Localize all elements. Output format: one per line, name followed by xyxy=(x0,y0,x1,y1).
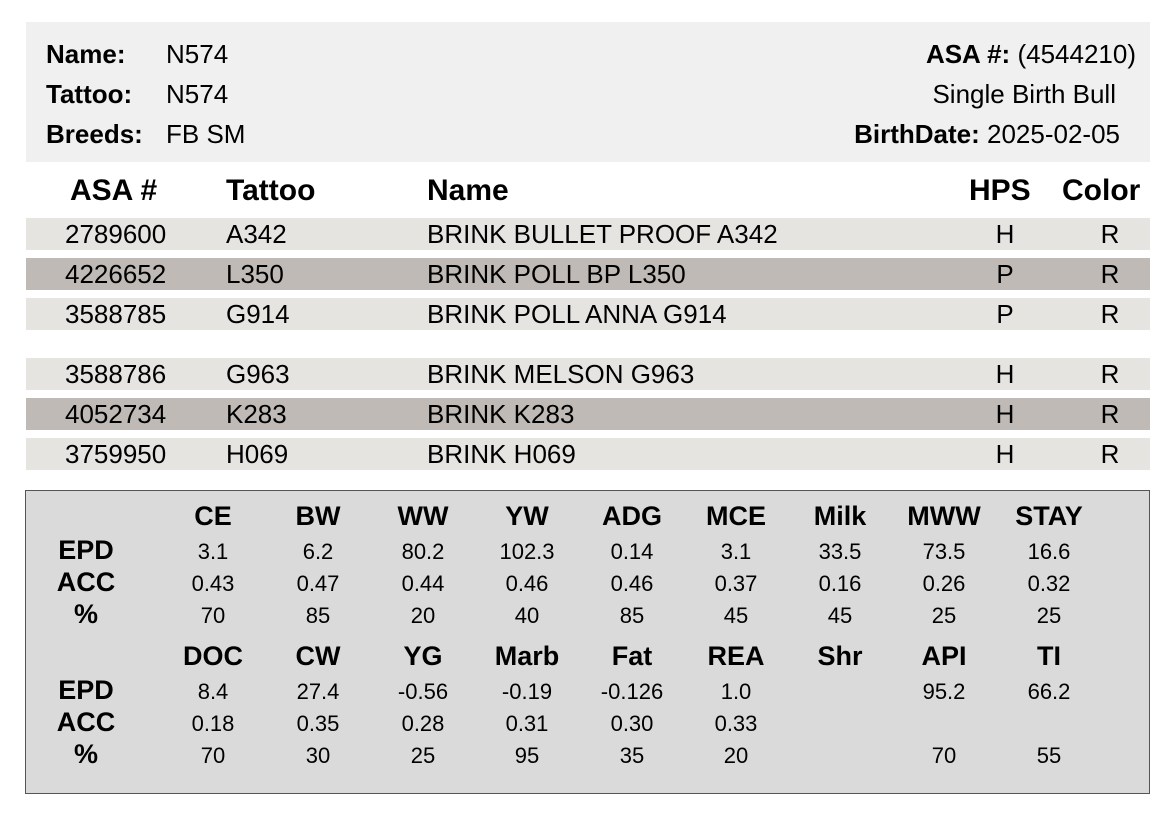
epd-value-pct: 25 xyxy=(931,603,957,628)
epd-value-acc: 0.47 xyxy=(296,571,340,596)
row-name: BRINK H069 xyxy=(427,439,576,469)
birthdate-value: 2025-02-05 xyxy=(987,119,1120,149)
epd-value-pct: 70 xyxy=(931,743,957,768)
epd-value-pct: 70 xyxy=(200,743,226,768)
epd-value-epd: 16.6 xyxy=(1027,539,1071,564)
epd-value-pct: 35 xyxy=(619,743,645,768)
row-tattoo: H069 xyxy=(226,439,289,469)
epd-value-epd: -0.19 xyxy=(501,679,553,704)
epd-value-pct: 40 xyxy=(514,603,540,628)
epd-value-acc: 0.31 xyxy=(505,711,549,736)
row-asa: 3588786 xyxy=(65,359,167,389)
row-color: R xyxy=(1100,219,1120,249)
epd-value-epd: 8.4 xyxy=(197,679,229,704)
epd-value-pct: 30 xyxy=(305,743,331,768)
row-hps: P xyxy=(996,299,1014,329)
col-tattoo: Tattoo xyxy=(226,174,316,207)
epd-value-pct: 95 xyxy=(514,743,540,768)
row-hps: H xyxy=(995,359,1015,389)
epd-value-acc: 0.46 xyxy=(610,571,654,596)
epd-value-pct: 55 xyxy=(1036,743,1062,768)
epd-value-acc: 0.35 xyxy=(296,711,340,736)
epd-trait-header: ADG xyxy=(602,501,662,531)
asa-number xyxy=(926,39,1136,70)
row-tattoo: L350 xyxy=(226,259,284,289)
epd-value-pct: 45 xyxy=(723,603,749,628)
epd-trait-header: MWW xyxy=(907,501,981,531)
row-name: BRINK POLL BP L350 xyxy=(427,259,686,289)
col-name: Name xyxy=(427,174,509,207)
epd-row-label: EPD xyxy=(58,535,114,565)
epd-value-acc: 0.33 xyxy=(714,711,758,736)
epd-panel xyxy=(25,490,1150,794)
epd-value-epd: 0.14 xyxy=(610,539,654,564)
epd-value-pct: 25 xyxy=(410,743,436,768)
epd-value-epd: 1.0 xyxy=(720,679,752,704)
row-asa: 3588785 xyxy=(65,299,167,329)
name-label: Name: xyxy=(46,39,126,69)
pedigree-row xyxy=(26,258,1150,290)
pedigree-row xyxy=(26,438,1150,470)
row-asa: 2789600 xyxy=(65,219,167,249)
epd-value-epd: 6.2 xyxy=(302,539,334,564)
epd-value-pct: 85 xyxy=(305,603,331,628)
epd-row-label: % xyxy=(73,739,98,769)
epd-value-acc: 0.18 xyxy=(191,711,235,736)
epd-value-epd: 102.3 xyxy=(499,539,555,564)
epd-trait-header: Marb xyxy=(494,641,560,671)
epd-value-epd: -0.56 xyxy=(397,679,449,704)
epd-trait-header: YG xyxy=(403,641,443,671)
epd-value-acc: 0.30 xyxy=(610,711,654,736)
epd-value-epd: 3.1 xyxy=(720,539,752,564)
epd-trait-header: Fat xyxy=(611,641,653,671)
epd-trait-header: YW xyxy=(505,501,549,531)
row-color: R xyxy=(1100,399,1120,429)
name-value: N574 xyxy=(166,39,229,69)
breeds-value: FB SM xyxy=(166,119,246,149)
epd-value-epd: 73.5 xyxy=(922,539,966,564)
epd-value-epd: 27.4 xyxy=(296,679,340,704)
row-asa: 4052734 xyxy=(65,399,167,429)
row-name: BRINK POLL ANNA G914 xyxy=(427,299,727,329)
asa-value: (4544210) xyxy=(1017,39,1136,69)
row-color: R xyxy=(1100,259,1120,289)
epd-value-acc: 0.32 xyxy=(1027,571,1071,596)
row-tattoo: K283 xyxy=(226,399,287,429)
pedigree-row xyxy=(26,358,1150,390)
epd-trait-header: Shr xyxy=(817,641,863,671)
row-asa: 3759950 xyxy=(65,439,167,469)
epd-value-pct: 70 xyxy=(200,603,226,628)
row-tattoo: G914 xyxy=(226,299,290,329)
row-hps: H xyxy=(995,399,1015,429)
row-tattoo: A342 xyxy=(226,219,287,249)
row-name: BRINK K283 xyxy=(427,399,575,429)
col-asa: ASA # xyxy=(70,174,158,207)
tattoo-label: Tattoo: xyxy=(46,79,133,109)
birthdate xyxy=(854,119,1120,150)
epd-value-acc: 0.16 xyxy=(818,571,862,596)
row-tattoo: G963 xyxy=(226,359,290,389)
row-asa: 4226652 xyxy=(65,259,167,289)
row-color: R xyxy=(1100,359,1120,389)
epd-trait-header: DOC xyxy=(183,641,243,671)
epd-trait-header: Milk xyxy=(813,501,867,531)
epd-value-epd: 66.2 xyxy=(1027,679,1071,704)
epd-trait-header: BW xyxy=(295,501,341,531)
row-name: BRINK MELSON G963 xyxy=(427,359,695,389)
epd-trait-header: CE xyxy=(194,501,232,531)
epd-value-acc: 0.28 xyxy=(401,711,445,736)
pedigree-row xyxy=(26,218,1150,250)
epd-value-acc: 0.46 xyxy=(505,571,549,596)
epd-value-acc: 0.44 xyxy=(401,571,445,596)
row-hps: H xyxy=(995,439,1015,469)
epd-value-epd: -0.126 xyxy=(600,679,664,704)
epd-value-epd: 33.5 xyxy=(818,539,862,564)
epd-value-pct: 20 xyxy=(410,603,436,628)
epd-row-label: EPD xyxy=(58,675,114,705)
epd-value-epd: 95.2 xyxy=(922,679,966,704)
epd-value-acc: 0.43 xyxy=(191,571,235,596)
epd-trait-header: API xyxy=(921,641,967,671)
tattoo-value: N574 xyxy=(166,79,229,109)
epd-value-epd: 3.1 xyxy=(197,539,229,564)
birthdate-label: BirthDate: xyxy=(854,119,980,149)
row-hps: P xyxy=(996,259,1014,289)
col-hps: HPS xyxy=(969,174,1031,207)
pedigree-row xyxy=(26,398,1150,430)
epd-value-pct: 45 xyxy=(827,603,853,628)
epd-row-label: ACC xyxy=(56,707,116,737)
row-name: BRINK BULLET PROOF A342 xyxy=(427,219,778,249)
epd-value-epd: 80.2 xyxy=(401,539,445,564)
col-color: Color xyxy=(1062,174,1141,207)
epd-row-label: ACC xyxy=(56,567,116,597)
breeds-label: Breeds: xyxy=(46,119,143,149)
epd-value-acc: 0.37 xyxy=(714,571,758,596)
asa-label: ASA #: xyxy=(925,39,1011,69)
epd-row-label: % xyxy=(73,599,98,629)
epd-trait-header: WW xyxy=(397,501,449,531)
row-color: R xyxy=(1100,439,1120,469)
epd-value-pct: 85 xyxy=(619,603,645,628)
epd-trait-header: REA xyxy=(707,641,765,671)
row-hps: H xyxy=(995,219,1015,249)
epd-trait-header: MCE xyxy=(706,501,766,531)
pedigree-row xyxy=(26,298,1150,330)
epd-value-pct: 20 xyxy=(723,743,749,768)
epd-value-acc: 0.26 xyxy=(922,571,966,596)
epd-trait-header: STAY xyxy=(1015,501,1083,531)
epd-trait-header: CW xyxy=(295,641,341,671)
row-color: R xyxy=(1100,299,1120,329)
epd-value-pct: 25 xyxy=(1036,603,1062,628)
animal-header xyxy=(26,22,1150,162)
birth-type: Single Birth Bull xyxy=(932,79,1116,109)
epd-trait-header: TI xyxy=(1037,641,1061,671)
